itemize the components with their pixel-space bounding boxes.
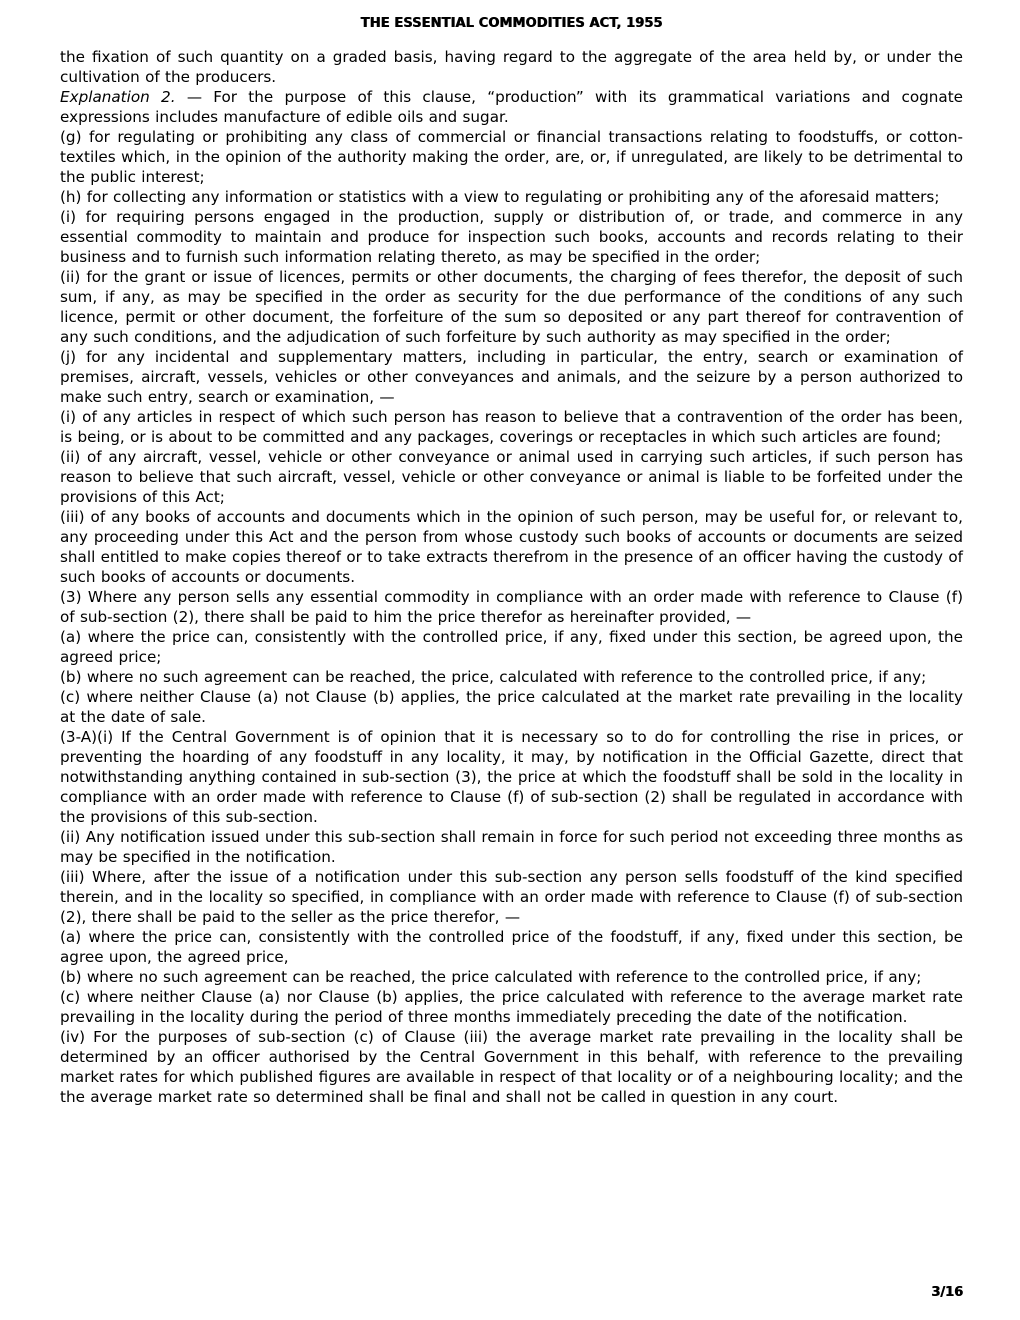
paragraph — [60, 827, 963, 867]
paragraph-text: (g) for regulating or prohibiting any class of commercial or financial transactions relating to foodstuffs, or cotton-textiles which, in the opinion of the authority making the order, are, or, if unregulated, are likely to be detrimental to the public interest; — [60, 128, 963, 186]
paragraph-text: (ii) Any notification issued under this sub-section shall remain in force for such period not exceeding three months as may be specified in the notification. — [60, 828, 963, 866]
paragraph-text: (c) where neither Clause (a) not Clause (b) applies, the price calculated at the market rate prevailing in the locality at the date of sale. — [60, 688, 963, 726]
paragraph — [60, 507, 963, 587]
page-number: 3/16 — [931, 1285, 963, 1300]
paragraph-italic-lead: Explanation 2. — [60, 88, 176, 106]
paragraph — [60, 407, 963, 447]
paragraph — [60, 1027, 963, 1107]
paragraph — [60, 727, 963, 827]
paragraph — [60, 447, 963, 507]
paragraph-text: (iii) Where, after the issue of a notification under this sub-section any person sells foodstuff of the kind specified therein, and in the locality so specified, in compliance with an order made with reference to Clause (f) of sub-section (2), there shall be paid to the seller as the price therefor, — — [60, 868, 963, 926]
paragraph-text: — For the purpose of this clause, “production” with its grammatical variations and cognate expressions includes manufacture of edible oils and sugar. — [60, 88, 963, 126]
paragraph-text: (i) for requiring persons engaged in the production, supply or distribution of, or trade, and commerce in any essential commodity to maintain and produce for inspection such books, accounts and records relating to their business and to furnish such information relating thereto, as may be specified in the order; — [60, 208, 963, 266]
paragraph-text: (ii) for the grant or issue of licences, permits or other documents, the charging of fees therefor, the deposit of such sum, if any, as may be specified in the order as security for the due performance of the conditions of any such licence, permit or other document, the forfeiture of the sum so deposited or any part thereof for contravention of any such conditions, and the adjudication of such forfeiture by such authority as may specified in the order; — [60, 268, 963, 346]
paragraph-text: (c) where neither Clause (a) nor Clause (b) applies, the price calculated with reference to the average market rate prevailing in the locality during the period of three months immediately preceding the date of the notification. — [60, 988, 963, 1026]
paragraph — [60, 267, 963, 347]
paragraph-text: (b) where no such agreement can be reached, the price calculated with reference to the controlled price, if any; — [60, 968, 922, 986]
paragraph — [60, 867, 963, 927]
paragraph-text: (iv) For the purposes of sub-section (c) of Clause (iii) the average market rate prevailing in the locality shall be determined by an officer authorised by the Central Government in this behalf, with reference to the prevailing market rates for which published figures are available in respect of that locality or of a neighbouring locality; and the the average market rate so determined shall be final and shall not be called in question in any court. — [60, 1028, 963, 1106]
paragraph-text: (a) where the price can, consistently with the controlled price, if any, fixed under this section, be agreed upon, the agreed price; — [60, 628, 963, 666]
paragraph — [60, 687, 963, 727]
paragraph — [60, 127, 963, 187]
paragraph — [60, 187, 963, 207]
paragraph-text: (a) where the price can, consistently with the controlled price of the foodstuff, if any, fixed under this section, be agree upon, the agreed price, — [60, 928, 963, 966]
paragraph-text: (iii) of any books of accounts and documents which in the opinion of such person, may be useful for, or relevant to, any proceeding under this Act and the person from whose custody such books of accounts or documents are seized shall entitled to make copies thereof or to take extracts therefrom in the presence of an officer having the custody of such books of accounts or documents. — [60, 508, 963, 586]
paragraph-text: (b) where no such agreement can be reached, the price, calculated with reference to the controlled price, if any; — [60, 668, 927, 686]
paragraph — [60, 207, 963, 267]
paragraph-text: the fixation of such quantity on a graded basis, having regard to the aggregate of the area held by, or under the cultivation of the producers. — [60, 48, 963, 86]
paragraph-text: (3) Where any person sells any essential commodity in compliance with an order made with reference to Clause (f) of sub-section (2), there shall be paid to him the price therefor as hereinafter provided, — — [60, 588, 963, 626]
document-title: THE ESSENTIAL COMMODITIES ACT, 1955 — [360, 16, 663, 31]
paragraph — [60, 667, 963, 687]
paragraph-text: (h) for collecting any information or statistics with a view to regulating or prohibiting any of the aforesaid matters; — [60, 188, 940, 206]
paragraph — [60, 987, 963, 1027]
paragraph — [60, 47, 963, 87]
document-body — [60, 47, 963, 1107]
paragraph — [60, 967, 963, 987]
paragraph — [60, 587, 963, 627]
paragraph — [60, 347, 963, 407]
paragraph-text: (3-A)(i) If the Central Government is of opinion that it is necessary so to do for controlling the rise in prices, or preventing the hoarding of any foodstuff in any locality, it may, by notification in the Official Gazette, direct that notwithstanding anything contained in sub-section (3), the price at which the foodstuff shall be sold in the locality in compliance with an order made with reference to Clause (f) of sub-section (2) shall be regulated in accordance with the provisions of this sub-section. — [60, 728, 963, 826]
paragraph — [60, 627, 963, 667]
paragraph — [60, 87, 963, 127]
paragraph-text: (ii) of any aircraft, vessel, vehicle or other conveyance or animal used in carrying such articles, if such person has reason to believe that such aircraft, vessel, vehicle or other conveyance or animal is liable to be forfeited under the provisions of this Act; — [60, 448, 963, 506]
paragraph-text: (j) for any incidental and supplementary matters, including in particular, the entry, search or examination of premises, aircraft, vessels, vehicles or other conveyances and animals, and the seizure by a person authorized to make such entry, search or examination, — — [60, 348, 963, 406]
paragraph-text: (i) of any articles in respect of which such person has reason to believe that a contravention of the order has been, is being, or is about to be committed and any packages, coverings or receptacles in which such articles are found; — [60, 408, 963, 446]
paragraph — [60, 927, 963, 967]
